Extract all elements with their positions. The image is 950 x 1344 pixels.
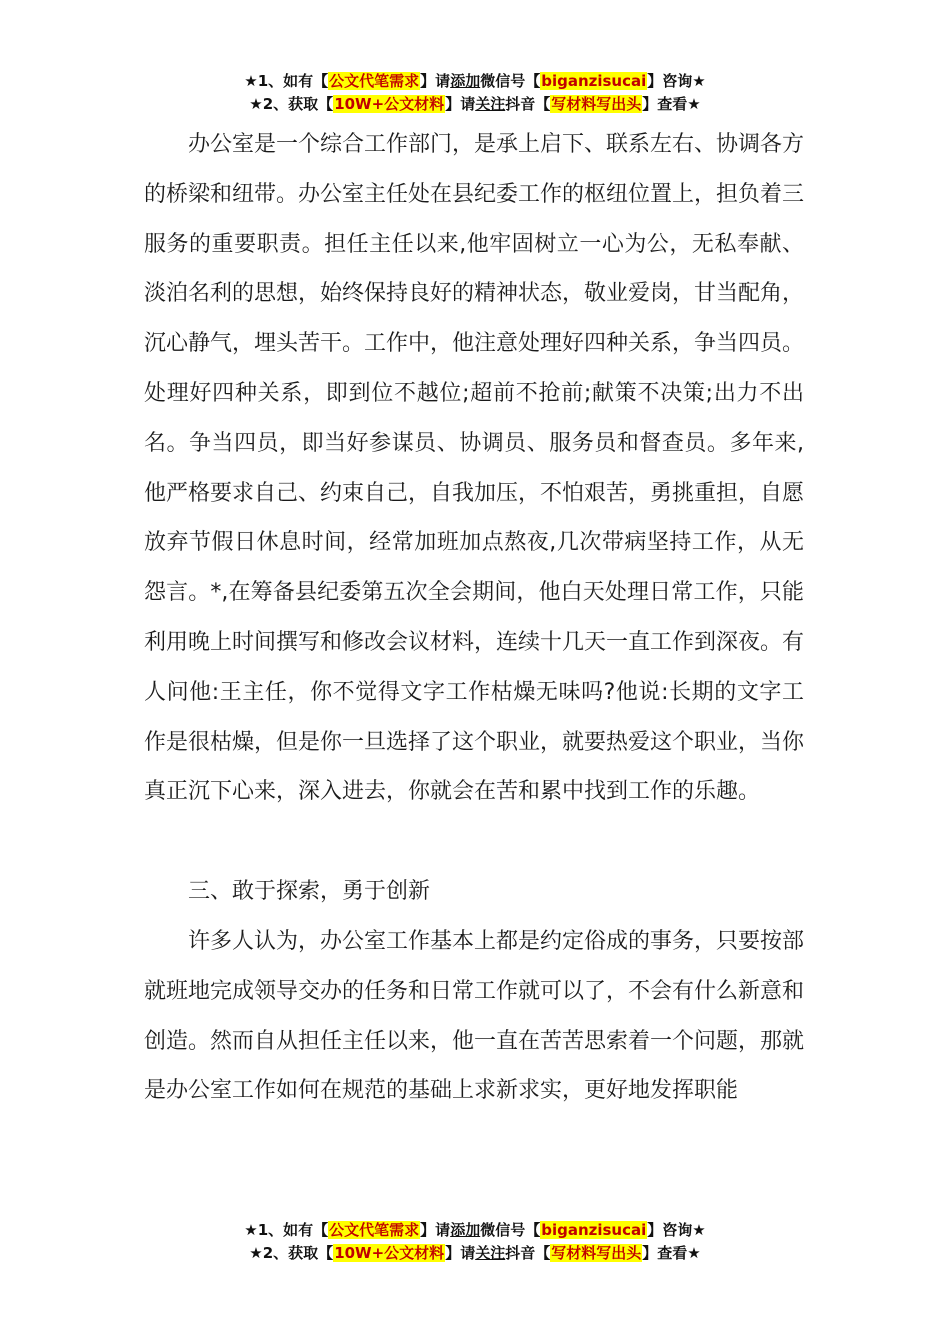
promo-underlined: 添加 xyxy=(450,1221,481,1239)
promo-line-1 xyxy=(0,1219,950,1242)
promo-text: 抖音【 xyxy=(505,1244,551,1262)
promo-text: 】咨询★ xyxy=(647,1221,706,1239)
promo-text: 】请 xyxy=(445,1244,476,1262)
promo-text: 】查看★ xyxy=(642,1244,701,1262)
promo-highlight: 10W+公文材料 xyxy=(334,1244,445,1262)
promo-text: ★2、获取【 xyxy=(249,95,334,113)
promo-text: 微信号【 xyxy=(480,72,541,90)
promo-text: ★2、获取【 xyxy=(249,1244,334,1262)
promo-highlight: 写材料写出头 xyxy=(551,95,642,113)
promo-text: 】请 xyxy=(445,95,476,113)
promo-highlight: 公文代笔需求 xyxy=(329,1221,420,1239)
paragraph-office-role: 办公室是一个综合工作部门，是承上启下、联系左右、协调各方的桥梁和纽带。办公室主任处在县纪委工作的枢纽位置上，担负着三服务的重要职责。担任主任以来,他牢固树立一心为公，无私奉献、淡泊名利的思想，始终保持良好的精神状态，敬业爱岗，甘当配角，沉心静气，埋头苦干。工作中，他注意处理好四种关系，争当四员。处理好四种关系，即到位不越位;超前不抢前;献策不决策;出力不出名。争当四员，即当好参谋员、协调员、服务员和督查员。多年来,他严格要求自己、约束自己，自我加压，不怕艰苦，勇挑重担，自愿放弃节假日休息时间，经常加班加点熬夜,几次带病坚持工作，从无怨言。*,在筹备县纪委第五次全会期间，他白天处理日常工作，只能利用晚上时间撰写和修改会议材料，连续十几天一直工作到深夜。有人问他:王主任，你不觉得文字工作枯燥无味吗?他说:长期的文字工作是很枯燥，但是你一旦选择了这个职业，就要热爱这个职业，当你真正沉下心来，深入进去，你就会在苦和累中找到工作的乐趣。 xyxy=(144,132,805,805)
header-promo-banner xyxy=(0,70,950,116)
promo-highlight: 写材料写出头 xyxy=(551,1244,642,1262)
document-body xyxy=(144,120,804,1116)
footer-promo-banner xyxy=(0,1219,950,1265)
promo-text: 】请 xyxy=(420,72,451,90)
promo-line-2 xyxy=(0,1242,950,1265)
promo-highlight: biganzisucai xyxy=(541,1221,647,1239)
promo-text: 】咨询★ xyxy=(647,72,706,90)
promo-line-2 xyxy=(0,93,950,116)
promo-highlight: 10W+公文材料 xyxy=(334,95,445,113)
promo-text: 抖音【 xyxy=(505,95,551,113)
promo-text: ★1、如有【 xyxy=(244,72,329,90)
promo-text: 微信号【 xyxy=(480,1221,541,1239)
promo-highlight: 公文代笔需求 xyxy=(329,72,420,90)
promo-text: 】查看★ xyxy=(642,95,701,113)
paragraph-gap xyxy=(144,817,804,867)
section-heading-3: 三、敢于探索，勇于创新 xyxy=(188,879,431,905)
promo-line-1 xyxy=(0,70,950,93)
promo-text: ★1、如有【 xyxy=(244,1221,329,1239)
promo-text: 】请 xyxy=(420,1221,451,1239)
promo-underlined: 添加 xyxy=(450,72,481,90)
promo-underlined: 关注 xyxy=(475,95,506,113)
promo-highlight: biganzisucai xyxy=(541,72,647,90)
paragraph-innovation: 许多人认为，办公室工作基本上都是约定俗成的事务，只要按部就班地完成领导交办的任务和日常工作就可以了，不会有什么新意和创造。然而自从担任主任以来，他一直在苦苦思索着一个问题，那就是办公室工作如何在规范的基础上求新求实，更好地发挥职能 xyxy=(144,928,805,1104)
promo-underlined: 关注 xyxy=(475,1244,506,1262)
